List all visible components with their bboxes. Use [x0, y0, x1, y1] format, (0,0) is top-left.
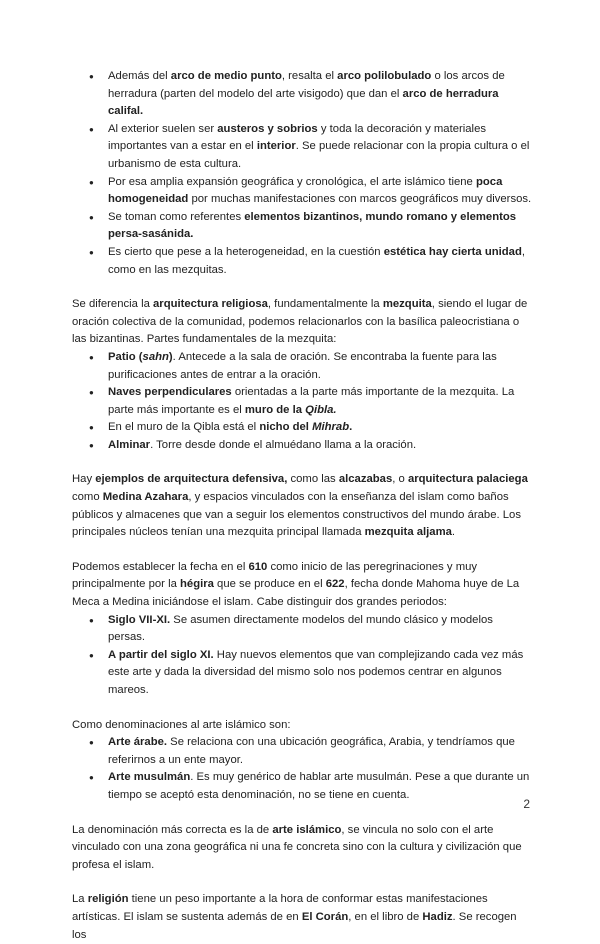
- text-run: . Antecede a la sala de oración. Se encontraba la fuente para las purificaciones antes de entrar a la oración.: [108, 350, 497, 381]
- emphasized-text: austeros y sobrios: [217, 122, 318, 135]
- list-item: [72, 647, 532, 700]
- list-item: [72, 349, 532, 384]
- emphasized-text: ): [168, 350, 173, 363]
- list-item: [72, 384, 532, 419]
- chronology-paragraph: [72, 559, 532, 612]
- text-run: por muchas manifestaciones con marcos geográficos muy diversos.: [188, 193, 532, 206]
- emphasized-text: arco de medio punto: [170, 70, 282, 82]
- emphasized-text: sahn: [142, 350, 169, 363]
- text-run: .: [451, 526, 456, 539]
- text-run: , resalta el: [281, 70, 338, 82]
- periods-list: [72, 612, 532, 700]
- text-run: Se asumen directamente modelos del mundo clásico y modelos persas.: [108, 613, 493, 644]
- emphasized-text: Mihrab: [312, 421, 350, 434]
- text-run: La: [72, 893, 88, 906]
- emphasized-text: arco polilobulado: [337, 70, 432, 82]
- text-run: Se toman como referentes: [108, 210, 245, 223]
- emphasized-text: mezquita: [382, 298, 432, 311]
- list-item: [72, 419, 532, 437]
- emphasized-text: 622: [325, 578, 345, 591]
- text-run: En el muro de la Qibla está el: [108, 421, 260, 434]
- emphasized-text: interior: [256, 140, 296, 153]
- text-run: Hay: [72, 473, 96, 486]
- text-run: Se diferencia la: [72, 298, 154, 311]
- mosque-parts-list: [72, 349, 532, 455]
- emphasized-text: .: [349, 421, 353, 434]
- emphasized-text: Alminar: [108, 438, 151, 451]
- list-item: [72, 121, 532, 174]
- list-item: [72, 174, 532, 209]
- text-run: , como en las mezquitas.: [108, 245, 525, 276]
- text-run: , en el libro de: [348, 910, 423, 923]
- text-run: orientadas a la parte más importante de la mezquita. La parte más importante es el: [108, 386, 515, 416]
- text-run: Además del: [108, 70, 171, 82]
- emphasized-text: hégira: [180, 578, 214, 591]
- emphasized-text: religión: [87, 893, 129, 906]
- text-run: o los arcos de herradura (parten del modelo del arte visigodo) que dan el: [108, 70, 505, 100]
- page-content: [72, 68, 532, 944]
- text-run: Como denominaciones al arte islámico son:: [72, 718, 291, 731]
- emphasized-text: alcazabas: [338, 473, 393, 486]
- emphasized-text: elementos bizantinos, mundo romano y elementos persa-sasánida.: [108, 210, 517, 241]
- list-item: [72, 437, 532, 455]
- text-run: como inicio de las peregrinaciones y muy principalmente por la: [72, 560, 478, 591]
- emphasized-text: arquitectura palaciega: [407, 473, 528, 486]
- text-run: . Se puede relacionar con la propia cultura o el urbanismo de esta cultura.: [108, 140, 530, 170]
- defensive-architecture-paragraph: [72, 471, 532, 541]
- text-run: tiene un peso importante a la hora de conformar estas manifestaciones artísticas. El islam se sustenta además de en: [72, 893, 488, 923]
- emphasized-text: Naves perpendiculares: [108, 386, 232, 399]
- emphasized-text: estética hay cierta unidad: [383, 245, 522, 258]
- text-run: , o: [392, 473, 408, 486]
- list-item: [72, 769, 532, 804]
- list-item: [72, 68, 532, 121]
- text-run: Al exterior suelen ser: [108, 122, 218, 135]
- text-run: , fundamentalmente la: [267, 298, 383, 311]
- emphasized-text: Medina Azahara: [102, 491, 189, 504]
- text-run: , siendo el lugar de oración colectiva de la comunidad, podemos relacionarlos con la basílica paleocristiana o las bizantinas. Partes fundamentales de la mezquita:: [72, 298, 528, 346]
- emphasized-text: ejemplos de arquitectura defensiva,: [95, 473, 288, 486]
- emphasized-text: Hadiz: [422, 910, 453, 923]
- emphasized-text: El Corán: [301, 910, 349, 923]
- emphasized-text: Patio (: [108, 350, 143, 363]
- intro-bullet-list: [72, 68, 532, 279]
- emphasized-text: muro de la: [244, 403, 306, 416]
- text-run: . Es muy genérico de hablar arte musulmán. Pese a que durante un tiempo se aceptó esta denominación, no se tiene en cuenta.: [108, 771, 530, 801]
- emphasized-text: arquitectura religiosa: [153, 298, 268, 311]
- text-run: Podemos establecer la fecha en el: [72, 560, 249, 573]
- emphasized-text: nicho del: [259, 421, 313, 434]
- list-item: [72, 244, 532, 279]
- text-run: Por esa amplia expansión geográfica y cronológica, el arte islámico tiene: [108, 175, 476, 188]
- emphasized-text: arte islámico: [272, 823, 342, 836]
- page-number: 2: [523, 797, 530, 811]
- emphasized-text: A partir del siglo XI.: [108, 648, 214, 661]
- text-run: y toda la decoración y materiales importantes van a estar en el: [108, 122, 487, 153]
- emphasized-text: Qibla.: [305, 403, 337, 416]
- denominations-intro: [72, 717, 532, 735]
- text-run: . Torre desde donde el almuédano llama a la oración.: [150, 438, 417, 451]
- text-run: , y espacios vinculados con la enseñanza del islam como baños públicos y almacenes que van a seguir los elementos constructivos del mundo árabe. Los principales núcleos tenían una mezquita principal llamada: [72, 491, 521, 539]
- text-run: Es cierto que pese a la heterogeneidad, en la cuestión: [108, 245, 384, 258]
- text-run: La denominación más correcta es la de: [72, 823, 273, 836]
- text-run: Se relaciona con una ubicación geográfica, Arabia, y tendríamos que referirnos a un ente mayor.: [108, 736, 515, 766]
- emphasized-text: poca homogeneidad: [108, 175, 503, 206]
- religious-architecture-paragraph: [72, 296, 532, 349]
- text-run: como las: [287, 473, 339, 486]
- text-run: como: [72, 491, 103, 504]
- emphasized-text: Arte árabe.: [108, 736, 168, 749]
- emphasized-text: arco de herradura califal.: [108, 87, 499, 118]
- religion-paragraph: [72, 891, 532, 944]
- denominations-list: [72, 734, 532, 804]
- text-run: que se produce en el: [213, 578, 326, 591]
- emphasized-text: Arte musulmán: [108, 771, 191, 784]
- text-run: Hay nuevos elementos que van complejizando cada vez más este arte y dada la diversidad del mismo solo nos podemos centrar en algunos mareos.: [108, 648, 524, 696]
- list-item: [72, 612, 532, 647]
- list-item: [72, 209, 532, 244]
- text-run: , se vincula no solo con el arte vinculado con una zona geográfica ni una fe concreta sino con la cultura y civilización que profesa el islam.: [72, 823, 522, 871]
- list-item: [72, 734, 532, 769]
- emphasized-text: mezquita aljama: [364, 526, 452, 539]
- text-run: , fecha donde Mahoma huye de La Meca a Medina iniciándose el islam. Cabe distinguir dos grandes periodos:: [72, 578, 520, 609]
- text-run: . Se recogen los: [72, 910, 517, 941]
- emphasized-text: 610: [248, 560, 268, 573]
- emphasized-text: Siglo VII-XI.: [108, 613, 171, 626]
